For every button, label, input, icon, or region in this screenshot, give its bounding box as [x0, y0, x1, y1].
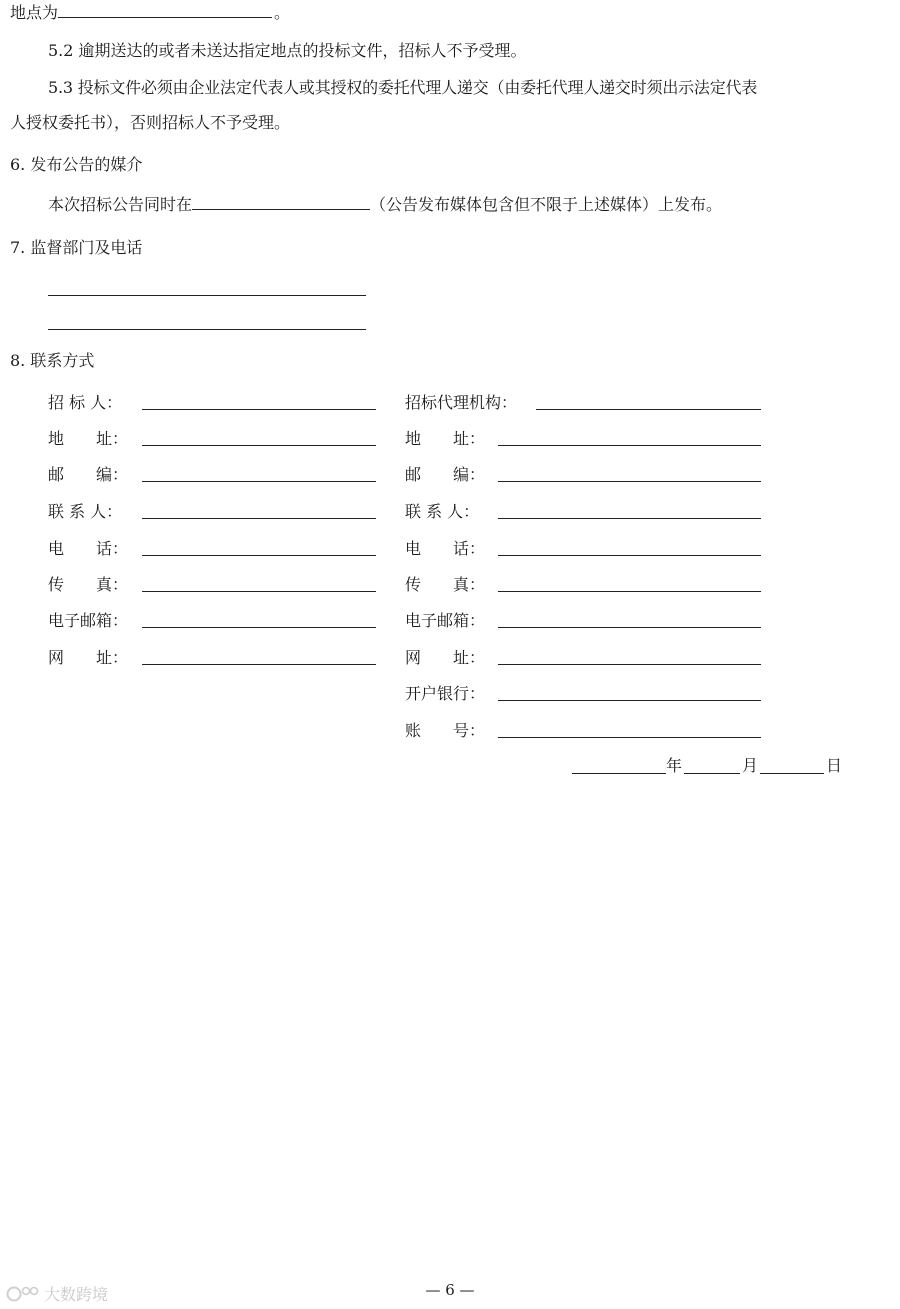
right-label-bank: 开户银行： [405, 684, 486, 703]
left-label-phone: 电 话： [48, 539, 129, 558]
section8-heading: 8. 联系方式 [10, 351, 95, 370]
left-field-address[interactable] [142, 445, 376, 446]
clause-5-2: 5.2 逾期送达的或者未送达指定地点的投标文件，招标人不予受理。 [48, 41, 527, 60]
right-field-website[interactable] [498, 664, 761, 665]
right-label-contact: 联 系 人： [405, 502, 480, 521]
right-label-email: 电子邮箱： [405, 611, 486, 630]
section6-heading: 6. 发布公告的媒介 [10, 155, 143, 174]
watermark-text: 大数跨境 [44, 1285, 109, 1304]
right-field-bank[interactable] [498, 700, 761, 701]
section7-heading: 7. 监督部门及电话 [10, 238, 143, 257]
location-suffix: 。 [274, 3, 291, 22]
left-field-postcode[interactable] [142, 481, 376, 482]
supervision-line-1 [48, 295, 366, 296]
location-blank [58, 2, 272, 18]
left-label-tenderer: 招 标 人： [48, 393, 123, 412]
right-label-phone: 电 话： [405, 539, 486, 558]
date-month-blank[interactable] [684, 773, 740, 774]
right-label-website: 网 址： [405, 648, 486, 667]
right-field-email[interactable] [498, 627, 761, 628]
left-field-phone[interactable] [142, 555, 376, 556]
right-label-account: 账 号： [405, 721, 486, 740]
date-day-blank[interactable] [760, 773, 824, 774]
location-line [10, 2, 290, 24]
left-label-website: 网 址： [48, 648, 129, 667]
right-label-agency: 招标代理机构： [405, 393, 518, 412]
right-label-postcode: 邮 编： [405, 465, 486, 484]
clause-5-3-line1: 5.3 投标文件必须由企业法定代表人或其授权的委托代理人递交（由委托代理人递交时须出示法定代表 [48, 78, 758, 97]
right-field-contact[interactable] [498, 518, 761, 519]
clause-5-3-line2: 人授权委托书），否则招标人不予受理。 [10, 113, 291, 132]
page-number: — 6 — [425, 1281, 475, 1299]
right-label-address: 地 址： [405, 429, 486, 448]
date-month-label: 月 [742, 756, 759, 775]
section6-suffix: （公告发布媒体包含但不限于上述媒体）上发布。 [370, 195, 723, 214]
left-label-address: 地 址： [48, 429, 129, 448]
right-field-agency[interactable] [536, 409, 761, 410]
left-field-website[interactable] [142, 664, 376, 665]
right-field-account[interactable] [498, 737, 761, 738]
date-year-label: 年 [666, 756, 683, 775]
left-label-contact: 联 系 人： [48, 502, 123, 521]
date-year-blank[interactable] [572, 773, 666, 774]
section6-sentence [48, 194, 722, 216]
right-field-address[interactable] [498, 445, 761, 446]
left-field-email[interactable] [142, 627, 376, 628]
left-field-tenderer[interactable] [142, 409, 376, 410]
left-label-email: 电子邮箱： [48, 611, 129, 630]
right-label-fax: 传 真： [405, 575, 486, 594]
right-field-postcode[interactable] [498, 481, 761, 482]
right-field-phone[interactable] [498, 555, 761, 556]
location-prefix: 地点为 [10, 3, 59, 22]
right-field-fax[interactable] [498, 591, 761, 592]
left-field-fax[interactable] [142, 591, 376, 592]
media-blank [192, 194, 370, 210]
section6-prefix: 本次招标公告同时在 [48, 195, 193, 214]
left-field-contact[interactable] [142, 518, 376, 519]
left-label-fax: 传 真： [48, 575, 129, 594]
left-label-postcode: 邮 编： [48, 465, 129, 484]
date-day-label: 日 [826, 756, 843, 775]
supervision-line-2 [48, 329, 366, 330]
